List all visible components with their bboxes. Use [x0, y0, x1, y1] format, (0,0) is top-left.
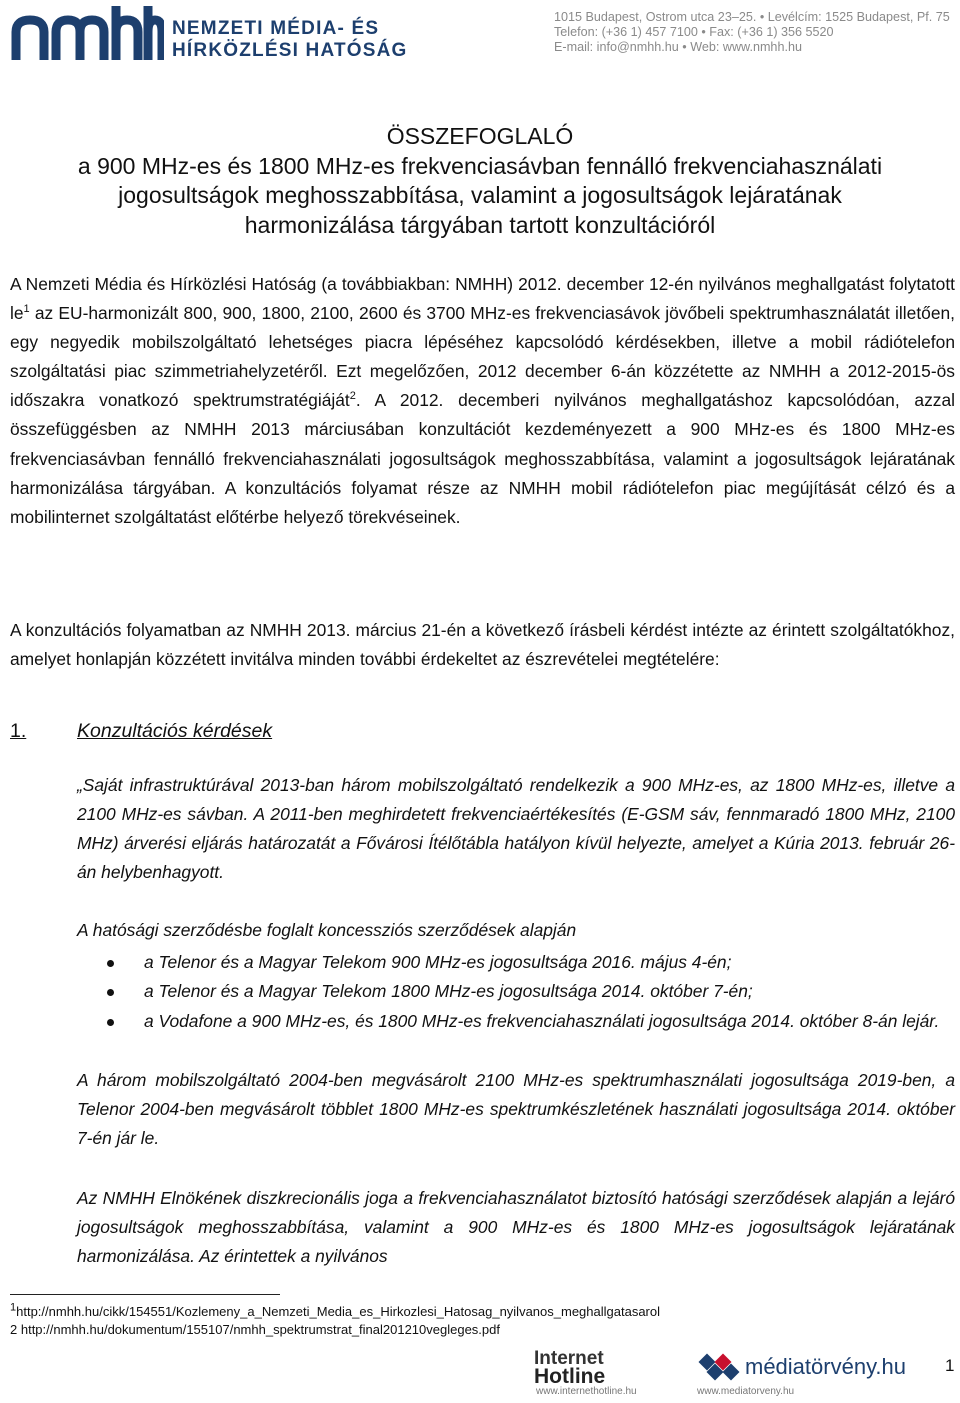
intro-text-1: A Nemzeti Média és Hírközlési Hatóság (a továbbiakban: NMHH) 2012. december 12-én nyilvános meghallgatást folytatott le [10, 274, 955, 324]
quote-paragraph-3: A három mobilszolgáltató 2004-ben megvásárolt 2100 MHz-es spektrumhasználati jogosultsága 2019-ben, a Telenor 2004-ben megvásárolt többlet 1800 MHz-es spektrumkészletének használati jogosultsága 2014. október 7-én jár le. [77, 1070, 955, 1149]
footnote-1-number: 1 [10, 1301, 17, 1314]
contact-address: 1015 Budapest, Ostrom utca 23–25. • Levélcím: 1525 Budapest, Pf. 75 [554, 10, 950, 24]
mediatorveny-logo[interactable] [695, 1348, 907, 1400]
footnote-ref-1[interactable]: 1 [23, 303, 30, 316]
contact-block [554, 10, 954, 55]
logo-name-line1: NEMZETI MÉDIA- ÉS [172, 18, 380, 39]
logo-name [172, 18, 408, 62]
title-line2: a 900 MHz-es és 1800 MHz-es frekvenciasávban fennálló frekvenciahasználati [77, 152, 883, 179]
section-number: 1. [10, 720, 27, 742]
ih-url: www.internethotline.hu [536, 1386, 637, 1397]
list-item-text: a Telenor és a Magyar Telekom 1800 MHz-es jogosultsága 2014. október 7-én; [144, 981, 753, 1002]
list-item [0, 1007, 960, 1036]
quote-paragraph-2: A hatósági szerződésbe foglalt koncessziós szerződések alapján [77, 920, 577, 940]
quote-paragraph-1: „Saját infrastruktúrával 2013-ban három mobilszolgáltató rendelkezik a 900 MHz-es, az 1800 MHz-es, illetve a 2100 MHz-es sávban. A 2011-ben meghirdetett frekvenciaértékesítés (E-GSM sáv, fennmaradó 1800 MHz, 2100 MHz) árverési eljárás határozatát a Fővárosi Ítélőtábla hatályon kívül helyezte, amelyet a Kúria 2013. február 26-án helybenhagyott. [77, 775, 955, 883]
bullet-icon [107, 1019, 114, 1026]
footnote-2-number: 2 [10, 1322, 18, 1337]
footnote-2-link[interactable]: http://nmhh.hu/dokumentum/155107/nmhh_spektrumstrat_final201210vegleges.pdf [17, 1322, 500, 1337]
list-item [0, 977, 960, 1006]
footnote-1 [10, 1301, 660, 1320]
page-number: 1 [945, 1356, 955, 1375]
diamond-icon [695, 1352, 741, 1382]
title-line3: jogosultságok meghosszabbítása, valamint a jogosultságok lejáratának [118, 182, 842, 208]
contact-email: E-mail: info@nmhh.hu • Web: www.nmhh.hu [554, 40, 802, 54]
footnote-2 [10, 1322, 500, 1338]
section-label: Konzultációs kérdések [77, 720, 273, 742]
intro-text-3: . A 2012. decemberi nyilvános meghallgatáshoz kapcsolódóan, azzal összefüggésben az NMHH 2013 márciusában konzultációt kezdeményezett a 900 MHz-es és 1800 MHz-es frekvenciasávban fennálló frekvenciahasználati jogosultságok meghosszabbítása, valamint a jogosultságok lejáratának harmonizálása tárgyában. A konzultációs folyamat része az NMHH mobil rádiótelefon piac megújítását célzó és a mobilinternet szolgáltatást előtérbe helyező törekvéseinek. [10, 390, 955, 527]
title-line1: ÖSSZEFOGLALÓ [386, 123, 574, 149]
contact-phone: Telefon: (+36 1) 457 7100 • Fax: (+36 1) 356 5520 [554, 25, 834, 39]
expiry-list [0, 948, 960, 1036]
title-line4: harmonizálása tárgyában tartott konzultációról [244, 211, 716, 238]
footnote-1-link[interactable]: http://nmhh.hu/cikk/154551/Kozlemeny_a_Nemzeti_Media_es_Hirkozlesi_Hatosag_nyilvanos_meghallgatasarol [16, 1304, 660, 1319]
letterhead [0, 0, 960, 68]
bullet-icon [107, 989, 114, 996]
footnote-ref-2[interactable]: 2 [349, 390, 356, 403]
list-item-text: a Vodafone a 900 MHz-es, és 1800 MHz-es frekvenciahasználati jogosultsága 2014. október 8-án lejár. [144, 1010, 940, 1031]
logo-name-line2: HÍRKÖZLÉSI HATÓSÁG [172, 40, 408, 61]
section-heading [10, 720, 272, 743]
footnote-divider [10, 1294, 280, 1295]
internet-hotline-logo[interactable] [534, 1348, 674, 1400]
list-item-text: a Telenor és a Magyar Telekom 900 MHz-es jogosultsága 2016. május 4-én; [144, 952, 732, 972]
list-item [0, 948, 960, 977]
intro-paragraph [10, 270, 955, 532]
ih-word-2: Hotline [534, 1365, 606, 1388]
quote-paragraph-4: Az NMHH Elnökének diszkrecionális joga a frekvenciahasználatot biztosító hatósági szerződések alapján a lejáró jogosultságok meghosszabbítása, valamint a 900 MHz-es és 1800 MHz-es jogosultságok lejáratának harmonizálása. Az érintettek a nyilvános [77, 1188, 955, 1267]
ih-word-1: Internet [534, 1348, 604, 1369]
intro-text-2: az EU-harmonizált 800, 900, 1800, 2100, 2600 és 3700 MHz-es frekvenciasávok jövőbeli spektrumhasználatát illetően, egy negyedik mobilszolgáltató lehetséges piacra lépéséhez kapcsolódó kérdésekben, illetve a mobil rádiótelefon szolgáltatási piac szimmetriahelyzetéről. Ezt megelőzően, 2012 december 6-án közzétette az NMHH a 2012-2015-ös időszakra vonatkozó spektrumstratégiáját [10, 303, 955, 411]
bullet-icon [107, 960, 114, 967]
consultation-paragraph: A konzultációs folyamatban az NMHH 2013. március 21-én a következő írásbeli kérdést intézte az érintett szolgáltatókhoz, amelyet honlapján közzétett invitálva minden további érdekeltet az észrevételei megtételére: [10, 620, 955, 670]
nmhh-logo [8, 2, 164, 62]
mt-url: www.mediatorveny.hu [697, 1386, 795, 1397]
document-title [0, 122, 960, 240]
mt-name: médiatörvény.hu [745, 1354, 907, 1379]
